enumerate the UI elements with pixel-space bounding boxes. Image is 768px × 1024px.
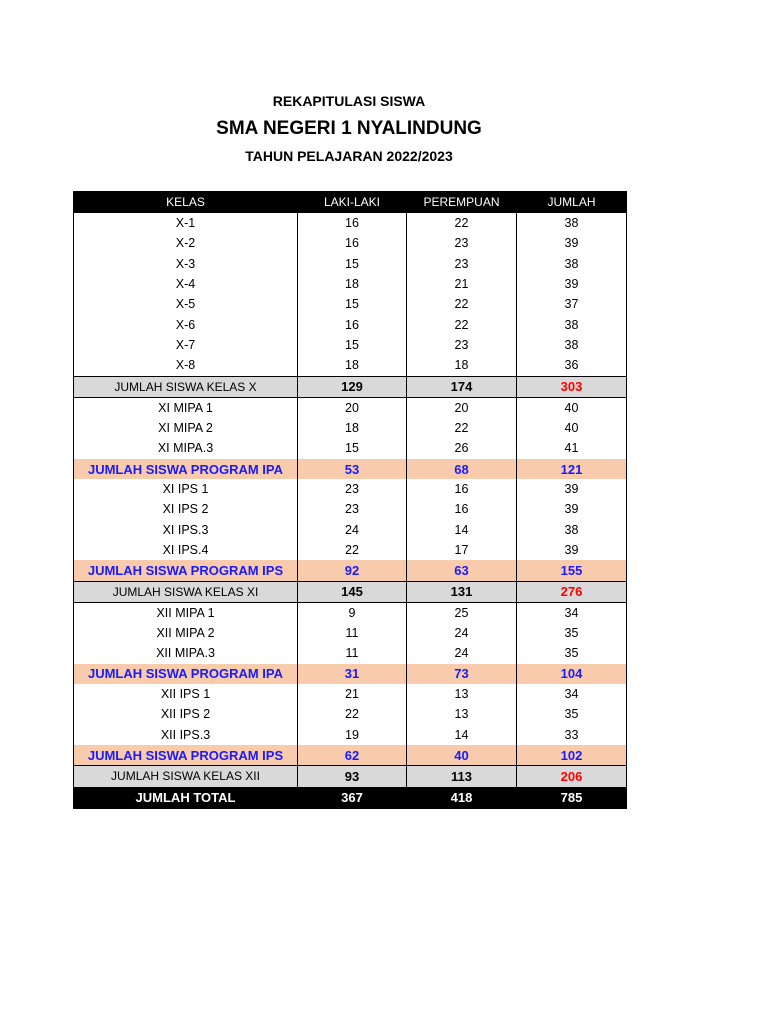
cell-kelas: XII MIPA 1 (74, 602, 298, 623)
header-laki-laki: LAKI-LAKI (298, 192, 407, 213)
cell-kelas: JUMLAH TOTAL (74, 787, 298, 808)
table-row (74, 274, 627, 294)
cell-jumlah: 39 (517, 234, 627, 254)
kelas-summary-row (74, 581, 627, 602)
table-row (74, 418, 627, 438)
cell-laki-laki: 21 (298, 684, 407, 704)
report-title: REKAPITULASI SISWA (272, 93, 426, 109)
cell-kelas: XII MIPA.3 (74, 644, 298, 664)
cell-laki-laki: 16 (298, 234, 407, 254)
cell-kelas: X-7 (74, 335, 298, 355)
table-row (74, 335, 627, 355)
cell-perempuan: 40 (407, 745, 517, 766)
table-row (74, 315, 627, 335)
cell-perempuan: 23 (407, 254, 517, 274)
table-row (74, 439, 627, 459)
cell-perempuan: 22 (407, 213, 517, 234)
cell-perempuan: 131 (407, 581, 517, 602)
student-recap-table (73, 191, 627, 809)
table-row (74, 602, 627, 623)
cell-perempuan: 17 (407, 540, 517, 560)
table-row (74, 644, 627, 664)
cell-laki-laki: 62 (298, 745, 407, 766)
cell-kelas: XI MIPA 2 (74, 418, 298, 438)
cell-laki-laki: 18 (298, 355, 407, 376)
cell-jumlah: 34 (517, 684, 627, 704)
cell-perempuan: 22 (407, 418, 517, 438)
cell-laki-laki: 15 (298, 294, 407, 314)
cell-kelas: XII IPS 1 (74, 684, 298, 704)
cell-kelas: X-1 (74, 213, 298, 234)
cell-perempuan: 63 (407, 560, 517, 581)
cell-laki-laki: 18 (298, 274, 407, 294)
cell-perempuan: 18 (407, 355, 517, 376)
cell-perempuan: 22 (407, 315, 517, 335)
cell-jumlah: 34 (517, 602, 627, 623)
table-row (74, 704, 627, 724)
cell-jumlah: 35 (517, 704, 627, 724)
cell-perempuan: 22 (407, 294, 517, 314)
total-row (74, 787, 627, 808)
cell-perempuan: 13 (407, 684, 517, 704)
cell-laki-laki: 53 (298, 459, 407, 479)
cell-laki-laki: 11 (298, 644, 407, 664)
table-row (74, 623, 627, 643)
cell-jumlah: 104 (517, 664, 627, 684)
cell-jumlah: 35 (517, 644, 627, 664)
cell-kelas: X-4 (74, 274, 298, 294)
table-header-row (74, 192, 627, 213)
cell-jumlah: 37 (517, 294, 627, 314)
cell-jumlah: 206 (517, 766, 627, 787)
cell-perempuan: 16 (407, 499, 517, 519)
table-row (74, 234, 627, 254)
cell-jumlah: 276 (517, 581, 627, 602)
cell-perempuan: 16 (407, 479, 517, 499)
cell-kelas: X-2 (74, 234, 298, 254)
cell-laki-laki: 16 (298, 315, 407, 335)
cell-laki-laki: 23 (298, 499, 407, 519)
cell-kelas: JUMLAH SISWA KELAS X (74, 376, 298, 397)
cell-laki-laki: 22 (298, 704, 407, 724)
table-row (74, 294, 627, 314)
table-row (74, 540, 627, 560)
cell-jumlah: 39 (517, 479, 627, 499)
cell-perempuan: 24 (407, 623, 517, 643)
cell-jumlah: 40 (517, 418, 627, 438)
cell-jumlah: 36 (517, 355, 627, 376)
cell-perempuan: 26 (407, 439, 517, 459)
cell-jumlah: 41 (517, 439, 627, 459)
cell-kelas: XII MIPA 2 (74, 623, 298, 643)
table-row (74, 355, 627, 376)
cell-laki-laki: 11 (298, 623, 407, 643)
cell-jumlah: 39 (517, 274, 627, 294)
table-row (74, 479, 627, 499)
cell-laki-laki: 9 (298, 602, 407, 623)
cell-laki-laki: 20 (298, 397, 407, 418)
school-name: SMA NEGERI 1 NYALINDUNG (216, 118, 482, 139)
cell-kelas: JUMLAH SISWA PROGRAM IPS (74, 560, 298, 581)
cell-kelas: XII IPS.3 (74, 725, 298, 745)
cell-jumlah: 35 (517, 623, 627, 643)
table-row (74, 397, 627, 418)
cell-perempuan: 21 (407, 274, 517, 294)
header-kelas: KELAS (74, 192, 298, 213)
cell-perempuan: 23 (407, 234, 517, 254)
program-summary-row (74, 459, 627, 479)
cell-perempuan: 23 (407, 335, 517, 355)
cell-jumlah: 38 (517, 213, 627, 234)
cell-jumlah: 121 (517, 459, 627, 479)
cell-perempuan: 418 (407, 787, 517, 808)
cell-kelas: X-8 (74, 355, 298, 376)
cell-jumlah: 155 (517, 560, 627, 581)
cell-laki-laki: 16 (298, 213, 407, 234)
cell-jumlah: 102 (517, 745, 627, 766)
cell-jumlah: 39 (517, 499, 627, 519)
cell-perempuan: 20 (407, 397, 517, 418)
cell-laki-laki: 15 (298, 439, 407, 459)
kelas-summary-row (74, 766, 627, 787)
table-row (74, 520, 627, 540)
cell-kelas: X-6 (74, 315, 298, 335)
cell-kelas: XI IPS.4 (74, 540, 298, 560)
cell-kelas: JUMLAH SISWA PROGRAM IPS (74, 745, 298, 766)
cell-jumlah: 38 (517, 335, 627, 355)
header-jumlah: JUMLAH (517, 192, 627, 213)
table-row (74, 254, 627, 274)
cell-laki-laki: 92 (298, 560, 407, 581)
academic-year: TAHUN PELAJARAN 2022/2023 (245, 148, 453, 164)
table-row (74, 684, 627, 704)
cell-laki-laki: 24 (298, 520, 407, 540)
program-summary-row (74, 664, 627, 684)
header-perempuan: PEREMPUAN (407, 192, 517, 213)
cell-perempuan: 24 (407, 644, 517, 664)
program-summary-row (74, 745, 627, 766)
cell-laki-laki: 93 (298, 766, 407, 787)
cell-jumlah: 38 (517, 520, 627, 540)
cell-kelas: XII IPS 2 (74, 704, 298, 724)
cell-kelas: JUMLAH SISWA PROGRAM IPA (74, 664, 298, 684)
cell-laki-laki: 129 (298, 376, 407, 397)
cell-perempuan: 113 (407, 766, 517, 787)
cell-laki-laki: 23 (298, 479, 407, 499)
cell-perempuan: 68 (407, 459, 517, 479)
program-summary-row (74, 560, 627, 581)
cell-perempuan: 13 (407, 704, 517, 724)
cell-kelas: JUMLAH SISWA PROGRAM IPA (74, 459, 298, 479)
cell-kelas: XI IPS 1 (74, 479, 298, 499)
cell-perempuan: 73 (407, 664, 517, 684)
cell-kelas: XI MIPA.3 (74, 439, 298, 459)
cell-laki-laki: 31 (298, 664, 407, 684)
cell-jumlah: 785 (517, 787, 627, 808)
cell-jumlah: 40 (517, 397, 627, 418)
cell-kelas: X-3 (74, 254, 298, 274)
cell-perempuan: 25 (407, 602, 517, 623)
cell-kelas: X-5 (74, 294, 298, 314)
cell-perempuan: 14 (407, 725, 517, 745)
cell-kelas: XI IPS 2 (74, 499, 298, 519)
table-row (74, 213, 627, 234)
cell-perempuan: 174 (407, 376, 517, 397)
cell-laki-laki: 22 (298, 540, 407, 560)
cell-kelas: XI IPS.3 (74, 520, 298, 540)
table-row (74, 499, 627, 519)
cell-jumlah: 38 (517, 315, 627, 335)
cell-jumlah: 39 (517, 540, 627, 560)
cell-laki-laki: 145 (298, 581, 407, 602)
cell-laki-laki: 367 (298, 787, 407, 808)
table-body (74, 213, 627, 809)
table-row (74, 725, 627, 745)
kelas-summary-row (74, 376, 627, 397)
cell-jumlah: 38 (517, 254, 627, 274)
cell-kelas: JUMLAH SISWA KELAS XI (74, 581, 298, 602)
cell-laki-laki: 15 (298, 254, 407, 274)
cell-laki-laki: 15 (298, 335, 407, 355)
cell-perempuan: 14 (407, 520, 517, 540)
cell-kelas: JUMLAH SISWA KELAS XII (74, 766, 298, 787)
cell-jumlah: 303 (517, 376, 627, 397)
cell-jumlah: 33 (517, 725, 627, 745)
cell-laki-laki: 19 (298, 725, 407, 745)
cell-kelas: XI MIPA 1 (74, 397, 298, 418)
cell-laki-laki: 18 (298, 418, 407, 438)
